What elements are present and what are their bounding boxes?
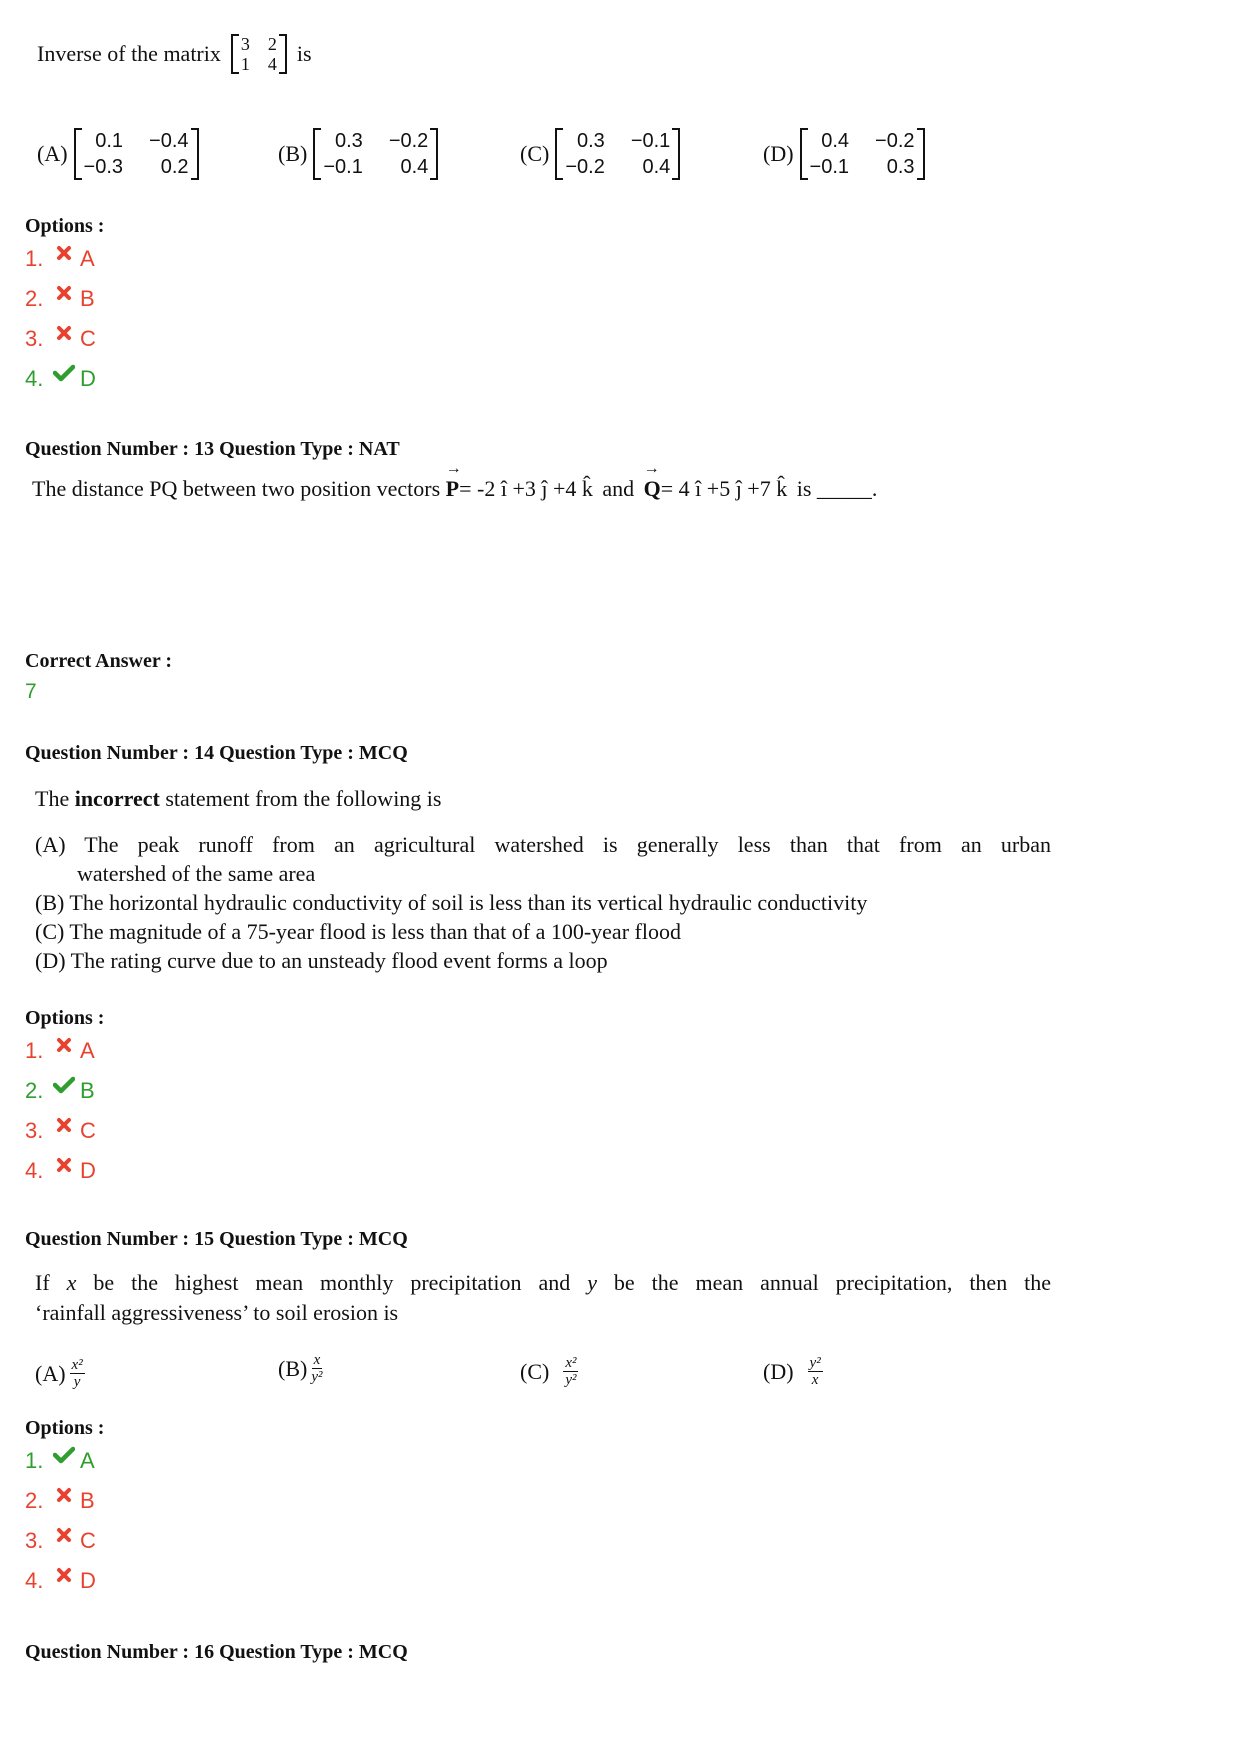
matrix-cell: 0.3 <box>886 156 915 178</box>
option-number: 4. <box>25 1158 44 1183</box>
vector-q: → Q <box>644 476 661 501</box>
q15-var-y: y <box>587 1270 597 1295</box>
q14-stem-bold: incorrect <box>74 786 160 811</box>
q15-option-3 <box>25 1528 96 1554</box>
matrix-cell: 0.3 <box>577 130 605 152</box>
q14-statement-d: (D) The rating curve due to an unsteady flood event forms a loop <box>35 948 608 973</box>
option-letter: A <box>80 1038 95 1063</box>
q12-choice-d <box>763 128 925 180</box>
option-letter: B <box>80 286 95 311</box>
q15-option-2 <box>25 1488 95 1514</box>
option-number: 3. <box>25 1118 44 1143</box>
matrix-cell: −0.1 <box>630 130 671 152</box>
fraction <box>563 1355 578 1388</box>
matrix-cell: 0.1 <box>95 130 124 152</box>
q15-choice-c <box>520 1355 578 1388</box>
q15-choice-a <box>35 1357 85 1390</box>
vector-q-expr: = 4 î +5 ĵ +7 k̂ <box>660 476 788 501</box>
q14-statement-a: (A) The peak runoff from an agricultural watershed is generally less than that from an urban <box>35 832 1051 857</box>
cross-icon <box>51 1567 77 1583</box>
frac-den: y² <box>565 1372 577 1388</box>
q12-option-2 <box>25 286 95 312</box>
option-number: 4. <box>25 366 44 391</box>
option-letter: D <box>80 1158 96 1183</box>
choice-label: (C) <box>520 1358 550 1384</box>
q12-option-3 <box>25 326 96 352</box>
q12-choice-b <box>278 128 438 180</box>
option-letter: C <box>80 1118 96 1143</box>
q12-stem <box>37 34 312 74</box>
q15-var-x: x <box>66 1270 77 1295</box>
q13-stem <box>32 476 877 502</box>
matrix-cell: 1 <box>240 54 250 74</box>
matrix-cell: −0.1 <box>323 156 363 178</box>
q15-options-label: Options : <box>25 1417 105 1439</box>
q13-stem-suffix: is _____. <box>796 476 878 501</box>
q13-stem-prefix: The distance PQ between two position vectors <box>32 476 441 501</box>
frac-den: y² <box>311 1369 323 1385</box>
q16-header: Question Number : 16 Question Type : MCQ <box>25 1641 408 1663</box>
q12-option-1 <box>25 246 95 272</box>
option-number: 4. <box>25 1568 44 1593</box>
q15-choice-d <box>763 1355 823 1388</box>
q13-and: and <box>602 476 635 501</box>
matrix-cell: 0.4 <box>400 156 429 178</box>
q14-option-3 <box>25 1118 96 1144</box>
check-icon <box>51 364 77 382</box>
q15-choice-b <box>278 1352 322 1385</box>
option-number: 1. <box>25 246 44 271</box>
q15-text: If <box>35 1270 50 1295</box>
q15-text: be the mean annual precipitation, then the <box>613 1270 1052 1295</box>
q14-statement-b: (B) The horizontal hydraulic conductivity of soil is less than its vertical hydraulic conductivity <box>35 890 868 915</box>
check-icon <box>51 1076 77 1094</box>
option-number: 2. <box>25 1078 44 1103</box>
choice-label: (C) <box>520 141 550 166</box>
matrix-cell: −0.2 <box>388 130 429 152</box>
frac-num: x <box>313 1352 321 1368</box>
q15-header: Question Number : 15 Question Type : MCQ <box>25 1228 408 1250</box>
q14-header: Question Number : 14 Question Type : MCQ <box>25 742 408 764</box>
matrix-cell: −0.1 <box>809 156 850 178</box>
q14-statement-a-cont: watershed of the same area <box>77 861 316 886</box>
option-letter: D <box>80 1568 96 1593</box>
q13-header: Question Number : 13 Question Type : NAT <box>25 438 400 460</box>
option-letter: A <box>80 1448 95 1473</box>
q14-stem <box>35 786 441 812</box>
q12-matrix <box>231 34 287 74</box>
matrix-cell: −0.2 <box>565 156 605 178</box>
q14-option-1 <box>25 1038 95 1064</box>
choice-label: (D) <box>763 1358 794 1384</box>
matrix-cell: −0.2 <box>875 130 915 152</box>
matrix-cell: 2 <box>267 34 277 54</box>
q14-stem-pre: The <box>35 786 70 811</box>
choice-label: (B) <box>278 1355 308 1381</box>
q15-option-4 <box>25 1568 96 1594</box>
q15-stem-line1 <box>35 1270 1051 1296</box>
choice-label: (A) <box>37 141 68 166</box>
cross-icon <box>51 1527 77 1543</box>
option-letter: C <box>80 1528 96 1553</box>
q14-option-2 <box>25 1078 95 1104</box>
vector-p: → P <box>446 476 459 501</box>
option-number: 2. <box>25 286 44 311</box>
option-letter: A <box>80 246 95 271</box>
cross-icon <box>51 1157 77 1173</box>
choice-label: (D) <box>763 141 794 166</box>
matrix-cell: −0.3 <box>83 156 124 178</box>
q14-statement-c: (C) The magnitude of a 75-year flood is less than that of a 100-year flood <box>35 919 681 944</box>
q12-options-label: Options : <box>25 215 105 237</box>
q12-option-4 <box>25 366 96 392</box>
frac-den: x <box>811 1372 819 1388</box>
cross-icon <box>51 245 77 261</box>
vector-p-expr: = -2 î +3 ĵ +4 k̂ <box>459 476 593 501</box>
q12-stem-suffix: is <box>296 41 312 66</box>
q14-stem-post: statement from the following is <box>165 786 442 811</box>
fraction <box>70 1357 85 1390</box>
matrix-cell: 4 <box>267 54 277 74</box>
cross-icon <box>51 1487 77 1503</box>
option-letter: B <box>80 1488 95 1513</box>
q14-option-4 <box>25 1158 96 1184</box>
choice-label: (A) <box>35 1360 66 1386</box>
matrix-cell: 0.4 <box>642 156 671 178</box>
frac-num: x² <box>71 1357 83 1373</box>
matrix-cell: −0.4 <box>149 130 189 152</box>
option-number: 2. <box>25 1488 44 1513</box>
frac-den: y <box>73 1374 81 1390</box>
matrix-cell: 3 <box>240 34 250 54</box>
cross-icon <box>51 325 77 341</box>
fraction <box>808 1355 823 1388</box>
q12-choice-a <box>37 128 199 180</box>
q13-answer-value: 7 <box>25 680 37 703</box>
choice-label: (B) <box>278 141 308 166</box>
q14-options-label: Options : <box>25 1007 105 1029</box>
option-letter: B <box>80 1078 95 1103</box>
option-letter: C <box>80 326 96 351</box>
fraction <box>311 1352 322 1385</box>
option-number: 1. <box>25 1448 44 1473</box>
q15-text: be the highest mean monthly precipitation and <box>93 1270 571 1295</box>
q12-stem-prefix: Inverse of the matrix <box>37 41 221 66</box>
q12-choice-c <box>520 128 680 180</box>
matrix-cell: 0.4 <box>821 130 850 152</box>
frac-num: x² <box>565 1355 577 1371</box>
matrix-cell: 0.3 <box>335 130 363 152</box>
option-letter: D <box>80 366 96 391</box>
q15-option-1 <box>25 1448 95 1474</box>
q15-stem-line2: ‘rainfall aggressiveness’ to soil erosion is <box>35 1300 399 1325</box>
check-icon <box>51 1446 77 1464</box>
frac-num: y² <box>809 1355 821 1371</box>
option-number: 3. <box>25 326 44 351</box>
cross-icon <box>51 1117 77 1133</box>
matrix-cell: 0.2 <box>160 156 189 178</box>
option-number: 1. <box>25 1038 44 1063</box>
option-number: 3. <box>25 1528 44 1553</box>
q13-answer-label: Correct Answer : <box>25 650 172 672</box>
cross-icon <box>51 1037 77 1053</box>
cross-icon <box>51 285 77 301</box>
